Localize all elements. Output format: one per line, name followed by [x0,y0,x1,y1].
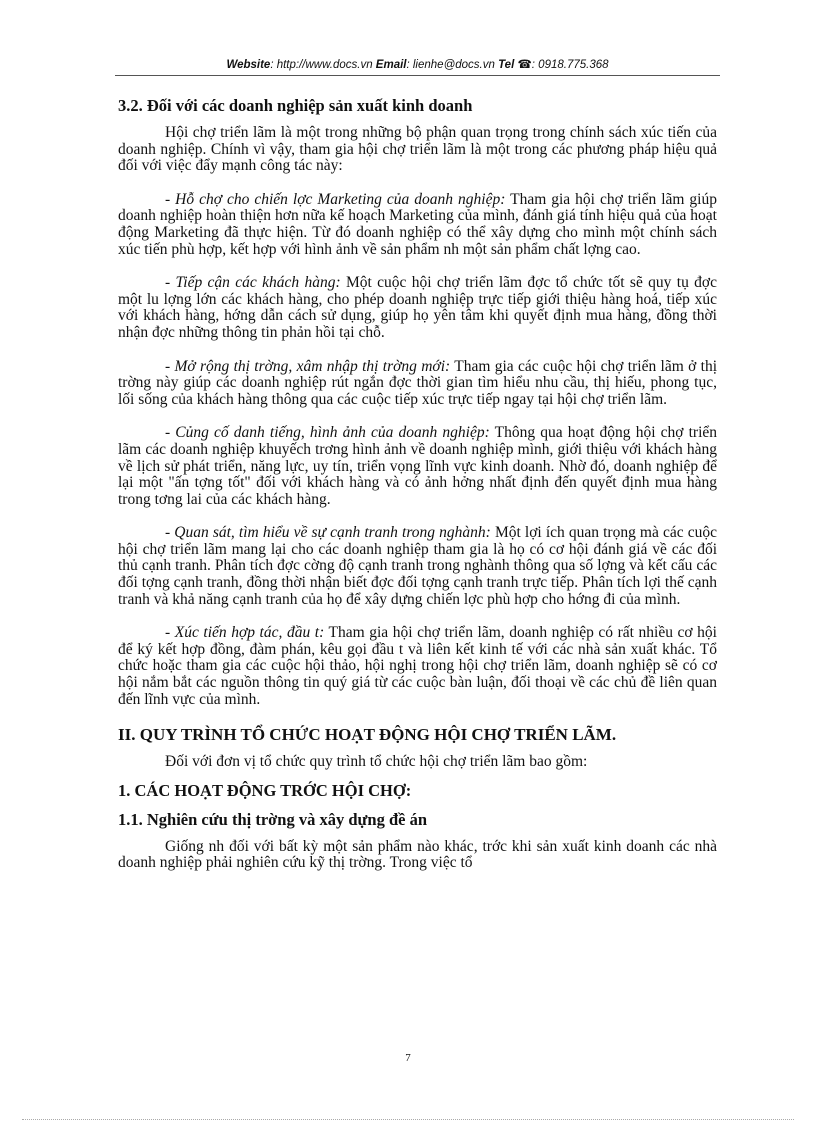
document-body [118,96,717,872]
section-3-2-title: 3.2. Đối với các doanh nghiệp sản xuất kinh doanh [118,96,473,115]
benefit-lead: - Xúc tiến hợp tác, đầu t: [165,624,325,642]
benefit-body: Tham gia hội chợ triển lãm giúp doanh nghiệp hoàn thiện hơn nữa kế hoạch Marketing của mình, đánh giá tính hiệu quả của hoạt động Marketing đã thực hiện. Từ đó doanh nghiệp có thể xây dựng cho mình một chính sách xúc tiến phù hợp, kết hợp với hình ảnh về sản phẩm nh một sản phẩm chất lợng cao. [118,190,717,258]
benefit-body: Thông qua hoạt động hội chợ triển lãm các doanh nghiệp khuyếch trơng hình ảnh về doanh nghiệp mình, giới thiệu với khách hàng về lịch sử phát triển, năng lực, uy tín, triển vọng lĩnh vực kinh doanh. Nhờ đó, doanh nghiệp để lại một "ấn tợng tốt" đối với khách hàng và có ảnh hởng nhất định đến quyết định mua hàng trong tơng lai của các khách hàng. [118,424,718,508]
benefit-body: Một cuộc hội chợ triển lãm đợc tổ chức tốt sẽ quy tụ đợc một lu lợng lớn các khách hàng, cho phép doanh nghiệp trực tiếp giới thiệu hàng hoá, tiếp xúc với khách hàng, hớng dẫn cách sử dụng, giúp họ yên tâm khi quyết định mua hàng, đồng thời nhận đợc những thông tin phản hồi tại chỗ. [118,274,717,341]
tel-value: : 0918.775.368 [531,59,609,71]
benefit-lead: - Tiếp cận các khách hàng: [165,274,341,292]
benefit-lead: - Củng cố danh tiếng, hình ảnh của doanh nghiệp: [165,424,490,442]
website-value: : http://www.docs.vn [270,59,373,71]
page-header [115,57,720,71]
website-label: Website [226,59,271,71]
page-number: 7 [405,1052,411,1064]
benefit-paragraph [118,192,717,258]
section-II-title: II. QUY TRÌNH TỔ CHỨC HOẠT ĐỘNG HỘI CHỢ TRIỂN LÃM. [118,725,617,745]
benefit-lead: - Hỗ chợ cho chiến lợc Marketing của doanh nghiệp: [165,190,506,208]
tel-label: Tel ☎ [498,59,532,71]
header-divider [115,75,720,76]
section-1-1-title: 1.1. Nghiên cứu thị trờng và xây dựng đề án [118,809,428,829]
benefit-body: Một lợi ích quan trọng mà các cuộc hội chợ triển lãm mang lại cho các doanh nghiệp tham gia là họ có cơ hội đánh giá về các đối thủ cạnh tranh. Phân tích đợc cờng độ cạnh tranh trong nghành thông qua số lợng và kết cấu các đối tợng cạnh tranh, đồng thời nhận biết đợc đối tợng cạnh tranh trực tiếp. Phân tích lợi thế cạnh tranh và khả năng cạnh tranh của họ để xây dựng chiến lợc phù hợp cho hớng đi của mình. [118,524,717,608]
section-1-1-body: Giống nh đối với bất kỳ một sản phẩm nào khác, trớc khi sản xuất kinh doanh các nhà doanh nghiệp phải nghiên cứu kỹ thị trờng. Trong việc tổ [118,837,717,872]
benefit-paragraph [118,359,717,409]
section-II-intro: Đối với đơn vị tổ chức quy trình tổ chức hội chợ triển lãm bao gồm: [165,753,588,771]
benefit-lead: - Mở rộng thị trờng, xâm nhập thị trờng mới: [165,357,451,375]
benefit-body: Tham gia các cuộc hội chợ triển lãm ở thị trờng này giúp các doanh nghiệp rút ngắn đợc thời gian tìm hiểu nhu cầu, thị hiếu, phong tục, lối sống của khách hàng thông qua các cuộc tiếp xúc trực tiếp ngay tại hội chợ triển lãm. [118,357,717,408]
benefit-paragraph [118,425,717,508]
benefit-body: Tham gia hội chợ triển lãm, doanh nghiệp có rất nhiều cơ hội để ký kết hợp đồng, đàm phán, kêu gọi đầu t và liên kết kinh tế với các nhà sản xuất khác. Tổ chức hoặc tham gia các cuộc hội thảo, hội nghị trong hội chợ triển lãm, doanh nghiệp sẽ có cơ hội nắm bắt các nguồn thông tin quý giá từ các cuộc bàn luận, đối thoại về các chủ đề liên quan đến lĩnh vực của mình. [118,624,717,708]
benefit-paragraph [118,275,717,341]
section-1-title: 1. CÁC HOẠT ĐỘNG TRỚC HỘI CHỢ: [118,780,412,800]
section-3-2-intro: Hội chợ triển lãm là một trong những bộ phận quan trọng trong chính sách xúc tiến của doanh nghiệp. Chính vì vậy, tham gia hội chợ triển lãm là một trong các phương pháp hiệu quả đối với việc đẩy mạnh công tác này: [118,124,717,175]
benefit-paragraph [118,625,717,708]
footer-divider [22,1119,794,1120]
email-label: Email [375,59,407,71]
benefit-lead: - Quan sát, tìm hiểu về sự cạnh tranh trong nghành: [165,524,491,542]
benefit-paragraph [118,525,717,608]
email-value: : lienhe@docs.vn [406,59,495,71]
